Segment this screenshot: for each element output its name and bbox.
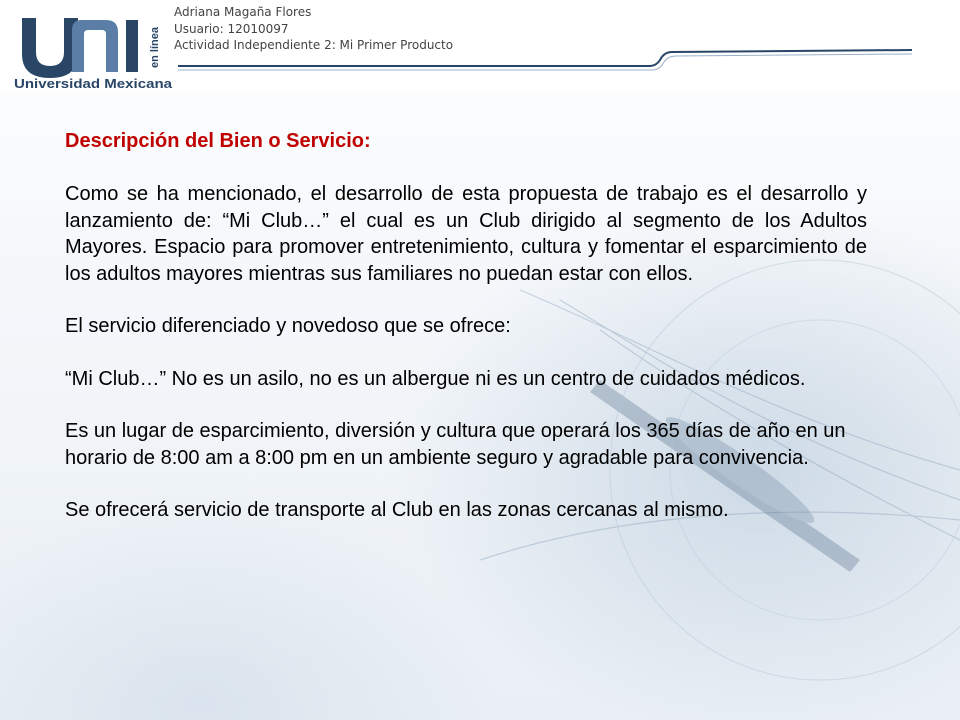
paragraph-intro: Como se ha mencionado, el desarrollo de esta propuesta de trabajo es el desarrollo y lanzamiento de: “Mi Club…” el cual es un Club dirigido al segmento de los Adultos Mayores. Espacio para promover entretenimiento, cultura y fomentar el esparcimiento de los adultos mayores mientras sus familiares no puedan estar con ellos. — [65, 183, 867, 285]
paragraph-transport: Se ofrecerá servicio de transporte al Club en las zonas cercanas al mismo. — [65, 499, 729, 521]
logo-vertical-text: en línea — [149, 27, 161, 68]
author-name: Adriana Magaña Flores — [174, 5, 312, 19]
university-logo — [14, 10, 174, 90]
paragraph-not-asylum: “Mi Club…” No es un asilo, no es un albergue ni es un centro de cuidados médicos. — [65, 367, 806, 390]
section-title: Descripción del Bien o Servicio: — [65, 130, 371, 152]
slide-content — [65, 128, 867, 550]
author-info — [174, 4, 453, 54]
user-id: Usuario: 12010097 — [174, 21, 289, 36]
logo-caption: Universidad Mexicana — [14, 77, 174, 90]
activity-name: Actividad Independiente 2: Mi Primer Producto — [174, 38, 454, 52]
paragraph-schedule: Es un lugar de esparcimiento, diversión y cultura que operará los 365 días de año en un horario de 8:00 am a 8:00 pm en un ambiente seguro y agradable para convivencia. — [65, 420, 846, 469]
paragraph-service: El servicio diferenciado y novedoso que se ofrece: — [65, 315, 511, 337]
header — [0, 0, 960, 92]
